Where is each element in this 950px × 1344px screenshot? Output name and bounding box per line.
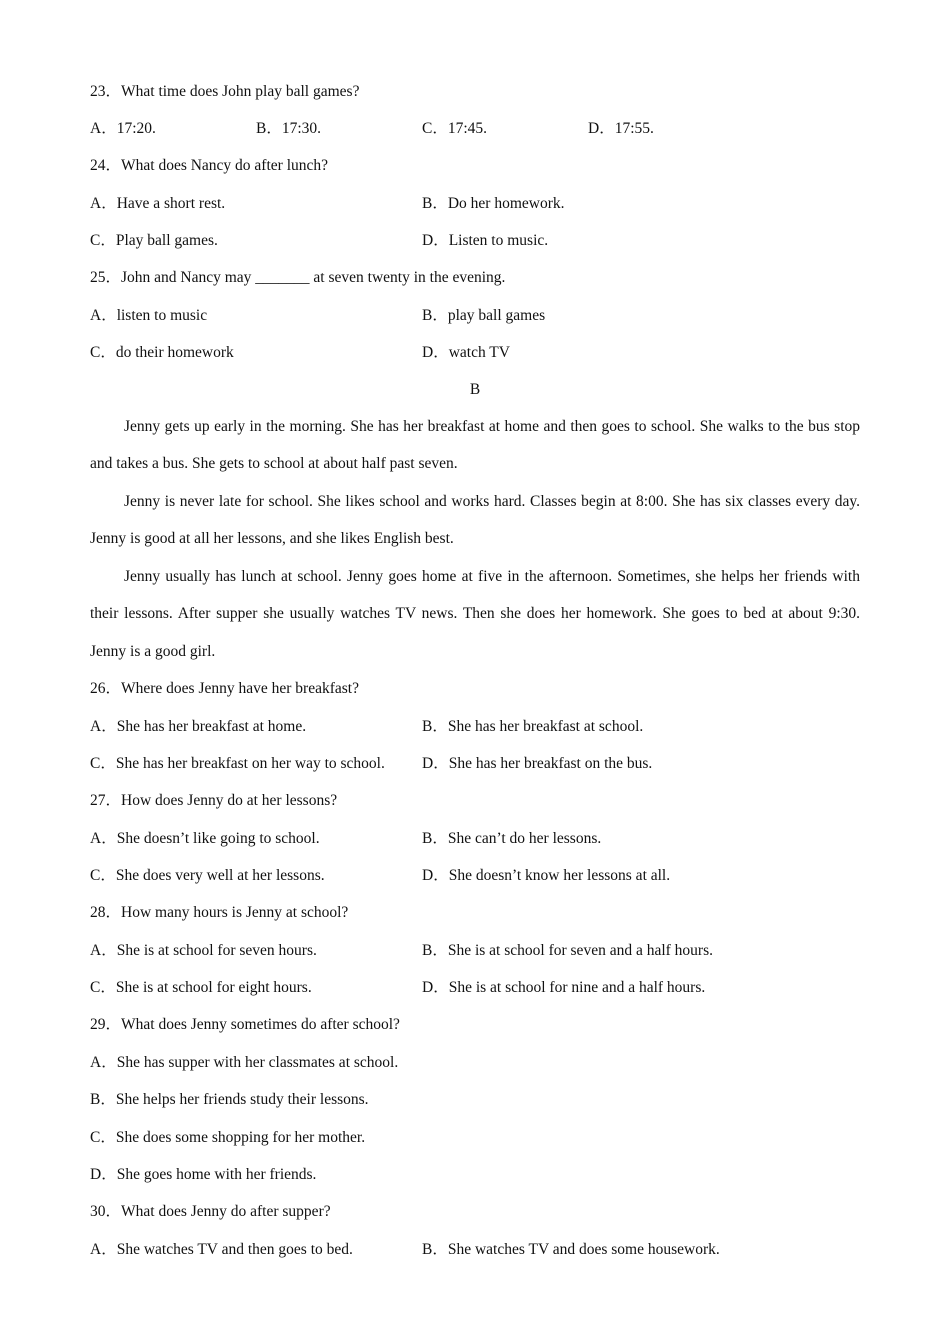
passage-paragraph-3: Jenny usually has lunch at school. Jenny goes home at five in the afternoon. Sometimes, she helps her friends with their lessons. After supper she usually watches TV news. Then she does her homework. She goes to bed at about 9:30. Jenny is a good girl. (90, 568, 860, 660)
passage-paragraph-1: Jenny gets up early in the morning. She has her breakfast at home and then goes to school. She walks to the bus stop and takes a bus. She gets to school at about half past seven. (90, 418, 860, 473)
question-23-option-c: C．17:45. (422, 120, 488, 137)
section-b-heading: B (469, 381, 481, 398)
question-27-stem: 27．How does Jenny do at her lessons? (90, 792, 338, 809)
question-27-option-a: A．She doesn’t like going to school. (90, 830, 320, 847)
question-25-stem: 25．John and Nancy may _______ at seven twenty in the evening. (90, 269, 506, 286)
question-30-option-a: A．She watches TV and then goes to bed. (90, 1241, 353, 1258)
question-25-option-d: D．watch TV (422, 344, 510, 361)
question-25-option-a: A．listen to music (90, 307, 208, 324)
passage-paragraph-2: Jenny is never late for school. She likes school and works hard. Classes begin at 8:00. She has six classes every day. Jenny is good at all her lessons, and she likes English best. (90, 493, 860, 548)
question-25-option-b: B．play ball games (422, 307, 546, 324)
question-24-option-b: B．Do her homework. (422, 195, 565, 212)
question-28-option-a: A．She is at school for seven hours. (90, 942, 317, 959)
question-27-option-c: C．She does very well at her lessons. (90, 867, 325, 884)
question-27-option-b: B．She can’t do her lessons. (422, 830, 602, 847)
question-29-option-a: A．She has supper with her classmates at school. (90, 1054, 399, 1071)
question-24-option-d: D．Listen to music. (422, 232, 549, 249)
question-24-stem: 24．What does Nancy do after lunch? (90, 157, 329, 174)
question-25-option-c: C．do their homework (90, 344, 234, 361)
question-23-option-a: A．17:20. (90, 120, 156, 137)
question-29-stem: 29．What does Jenny sometimes do after school? (90, 1016, 400, 1033)
question-28-option-c: C．She is at school for eight hours. (90, 979, 312, 996)
question-26-option-a: A．She has her breakfast at home. (90, 718, 307, 735)
question-30-option-b: B．She watches TV and does some housework. (422, 1241, 720, 1258)
question-27-option-d: D．She doesn’t know her lessons at all. (422, 867, 671, 884)
question-29-option-d: D．She goes home with her friends. (90, 1166, 317, 1183)
question-23-option-d: D．17:55. (588, 120, 654, 137)
question-30-stem: 30．What does Jenny do after supper? (90, 1203, 331, 1220)
question-26-stem: 26．Where does Jenny have her breakfast? (90, 680, 359, 697)
question-28-option-d: D．She is at school for nine and a half hours. (422, 979, 706, 996)
question-23-option-b: B．17:30. (256, 120, 322, 137)
question-24-option-a: A．Have a short rest. (90, 195, 226, 212)
question-29-option-b: B．She helps her friends study their lessons. (90, 1091, 369, 1108)
question-29-option-c: C．She does some shopping for her mother. (90, 1129, 366, 1146)
question-26-option-b: B．She has her breakfast at school. (422, 718, 644, 735)
question-26-option-c: C．She has her breakfast on her way to school. (90, 755, 385, 772)
question-28-option-b: B．She is at school for seven and a half hours. (422, 942, 713, 959)
question-26-option-d: D．She has her breakfast on the bus. (422, 755, 653, 772)
question-28-stem: 28．How many hours is Jenny at school? (90, 904, 349, 921)
question-23-stem: 23．What time does John play ball games? (90, 83, 360, 100)
question-24-option-c: C．Play ball games. (90, 232, 218, 249)
